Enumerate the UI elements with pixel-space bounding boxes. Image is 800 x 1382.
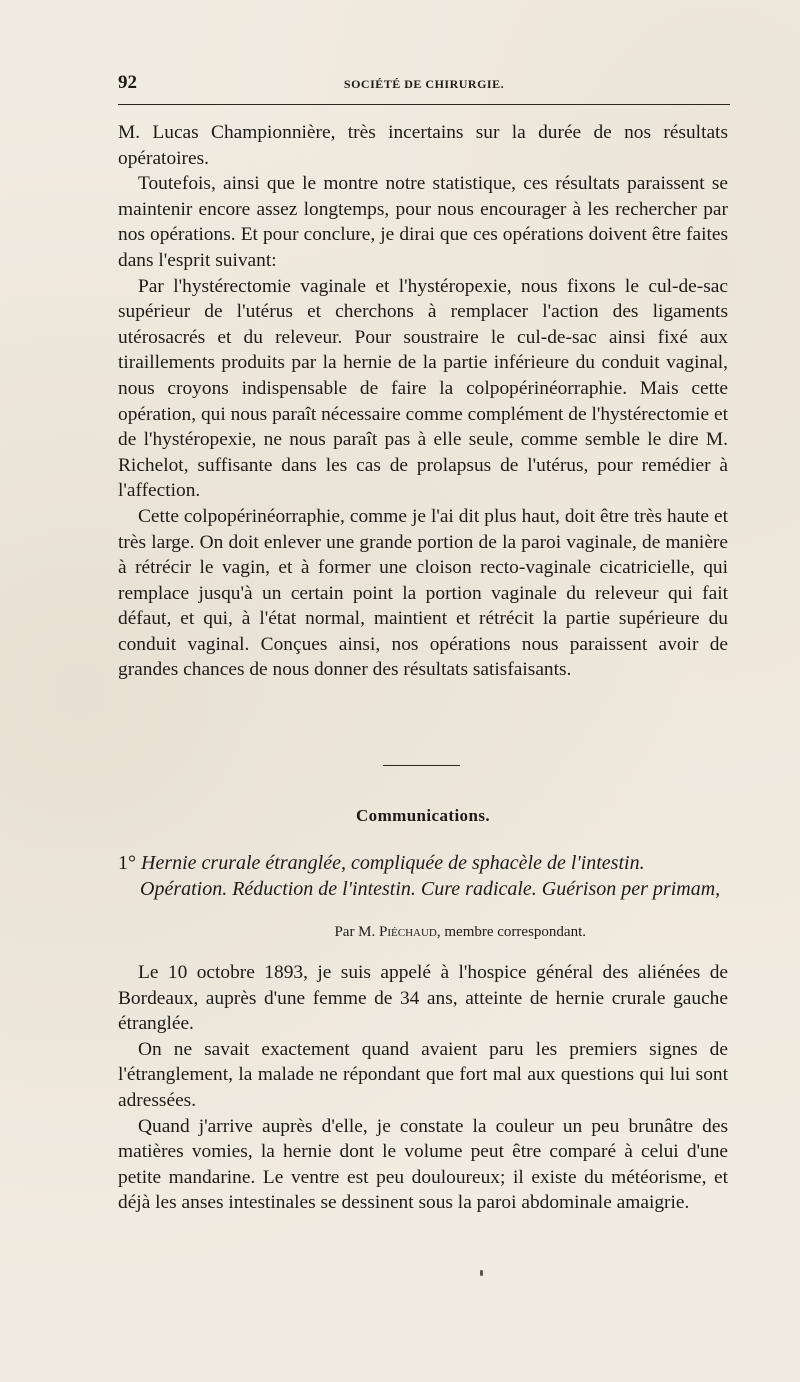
- article-title-text: Hernie crurale étranglée, compliquée de sphacèle de l'intestin. Opération. Réduction de l'intestin. Cure radicale. Guérison per primam,: [140, 852, 721, 900]
- article-title: [118, 850, 730, 902]
- body-text: [118, 120, 728, 683]
- page-number: 92: [118, 72, 137, 93]
- byline-prefix: Par M.: [334, 924, 376, 940]
- page-header: [118, 72, 730, 96]
- section-heading: Communications.: [356, 806, 490, 825]
- body-paragraph: Par l'hystérectomie vaginale et l'hystéropexie, nous fixons le cul-de-sac supérieur de l'utérus et cherchons à remplacer l'action des ligaments utérosacrés et du releveur. Pour soustraire le cul-de-sac ainsi fixé aux tiraillements produits par la hernie de la partie inférieure du conduit vaginal, nous croyons indispensable de faire la colpopérinéorraphie. Mais cette opération, qui nous paraît nécessaire comme complément de l'hystérectomie et de l'hystéropexie, ne nous paraît pas à elle seule, comme semble le dire M. Richelot, suffisante dans les cas de prolapsus de l'utérus, pour remédier à l'affection.: [118, 275, 728, 502]
- article-paragraph: Quand j'arrive auprès d'elle, je constate la couleur un peu brunâtre des matières vomies, la hernie dont le volume peut être comparé à celui d'une petite mandarine. Le ventre est peu douloureux; il existe du météorisme, et déjà les anses intestinales se dessinent sous la paroi abdominale amaigrie.: [118, 1115, 728, 1214]
- article-byline: [118, 924, 586, 941]
- byline-suffix: , membre correspondant.: [436, 924, 586, 940]
- body-paragraph: Toutefois, ainsi que le montre notre statistique, ces résultats paraissent se maintenir encore assez longtemps, pour nous encourager à les rechercher par nos opérations. Et pour conclure, je dirai que ces opérations doivent être faites dans l'esprit suivant:: [118, 173, 728, 271]
- body-paragraph: M. Lucas Championnière, très incertains sur la durée de nos résultats opératoires.: [118, 122, 728, 169]
- article-paragraph: On ne savait exactement quand avaient paru les premiers signes de l'étranglement, la malade ne répondant que fort mal aux questions qui lui sont adressées.: [118, 1038, 728, 1111]
- article-number: 1°: [118, 852, 136, 874]
- article-paragraph: Le 10 octobre 1893, je suis appelé à l'hospice général des aliénées de Bordeaux, auprès d'une femme de 34 ans, atteinte de hernie crurale gauche étranglée.: [118, 962, 728, 1035]
- header-rule: [118, 104, 730, 105]
- byline-author: Piéchaud: [379, 924, 437, 940]
- section-divider: [383, 765, 460, 766]
- running-head: SOCIÉTÉ DE CHIRURGIE.: [343, 77, 505, 91]
- ink-speck: [480, 1270, 483, 1276]
- body-paragraph: Cette colpopérinéorraphie, comme je l'ai dit plus haut, doit être très haute et très large. On doit enlever une grande portion de la paroi vaginale, de manière à rétrécir le vagin, et à former une cloison recto-vaginale cicatricielle, qui remplace jusqu'à un certain point la portion vaginale du releveur qui fait défaut, et qui, à l'état normal, maintient et rétrécit la partie supérieure du conduit vaginal. Conçues ainsi, nos opérations nous paraissent avoir de grandes chances de nous donner des résultats satisfaisants.: [118, 505, 728, 681]
- article-text: [118, 960, 728, 1216]
